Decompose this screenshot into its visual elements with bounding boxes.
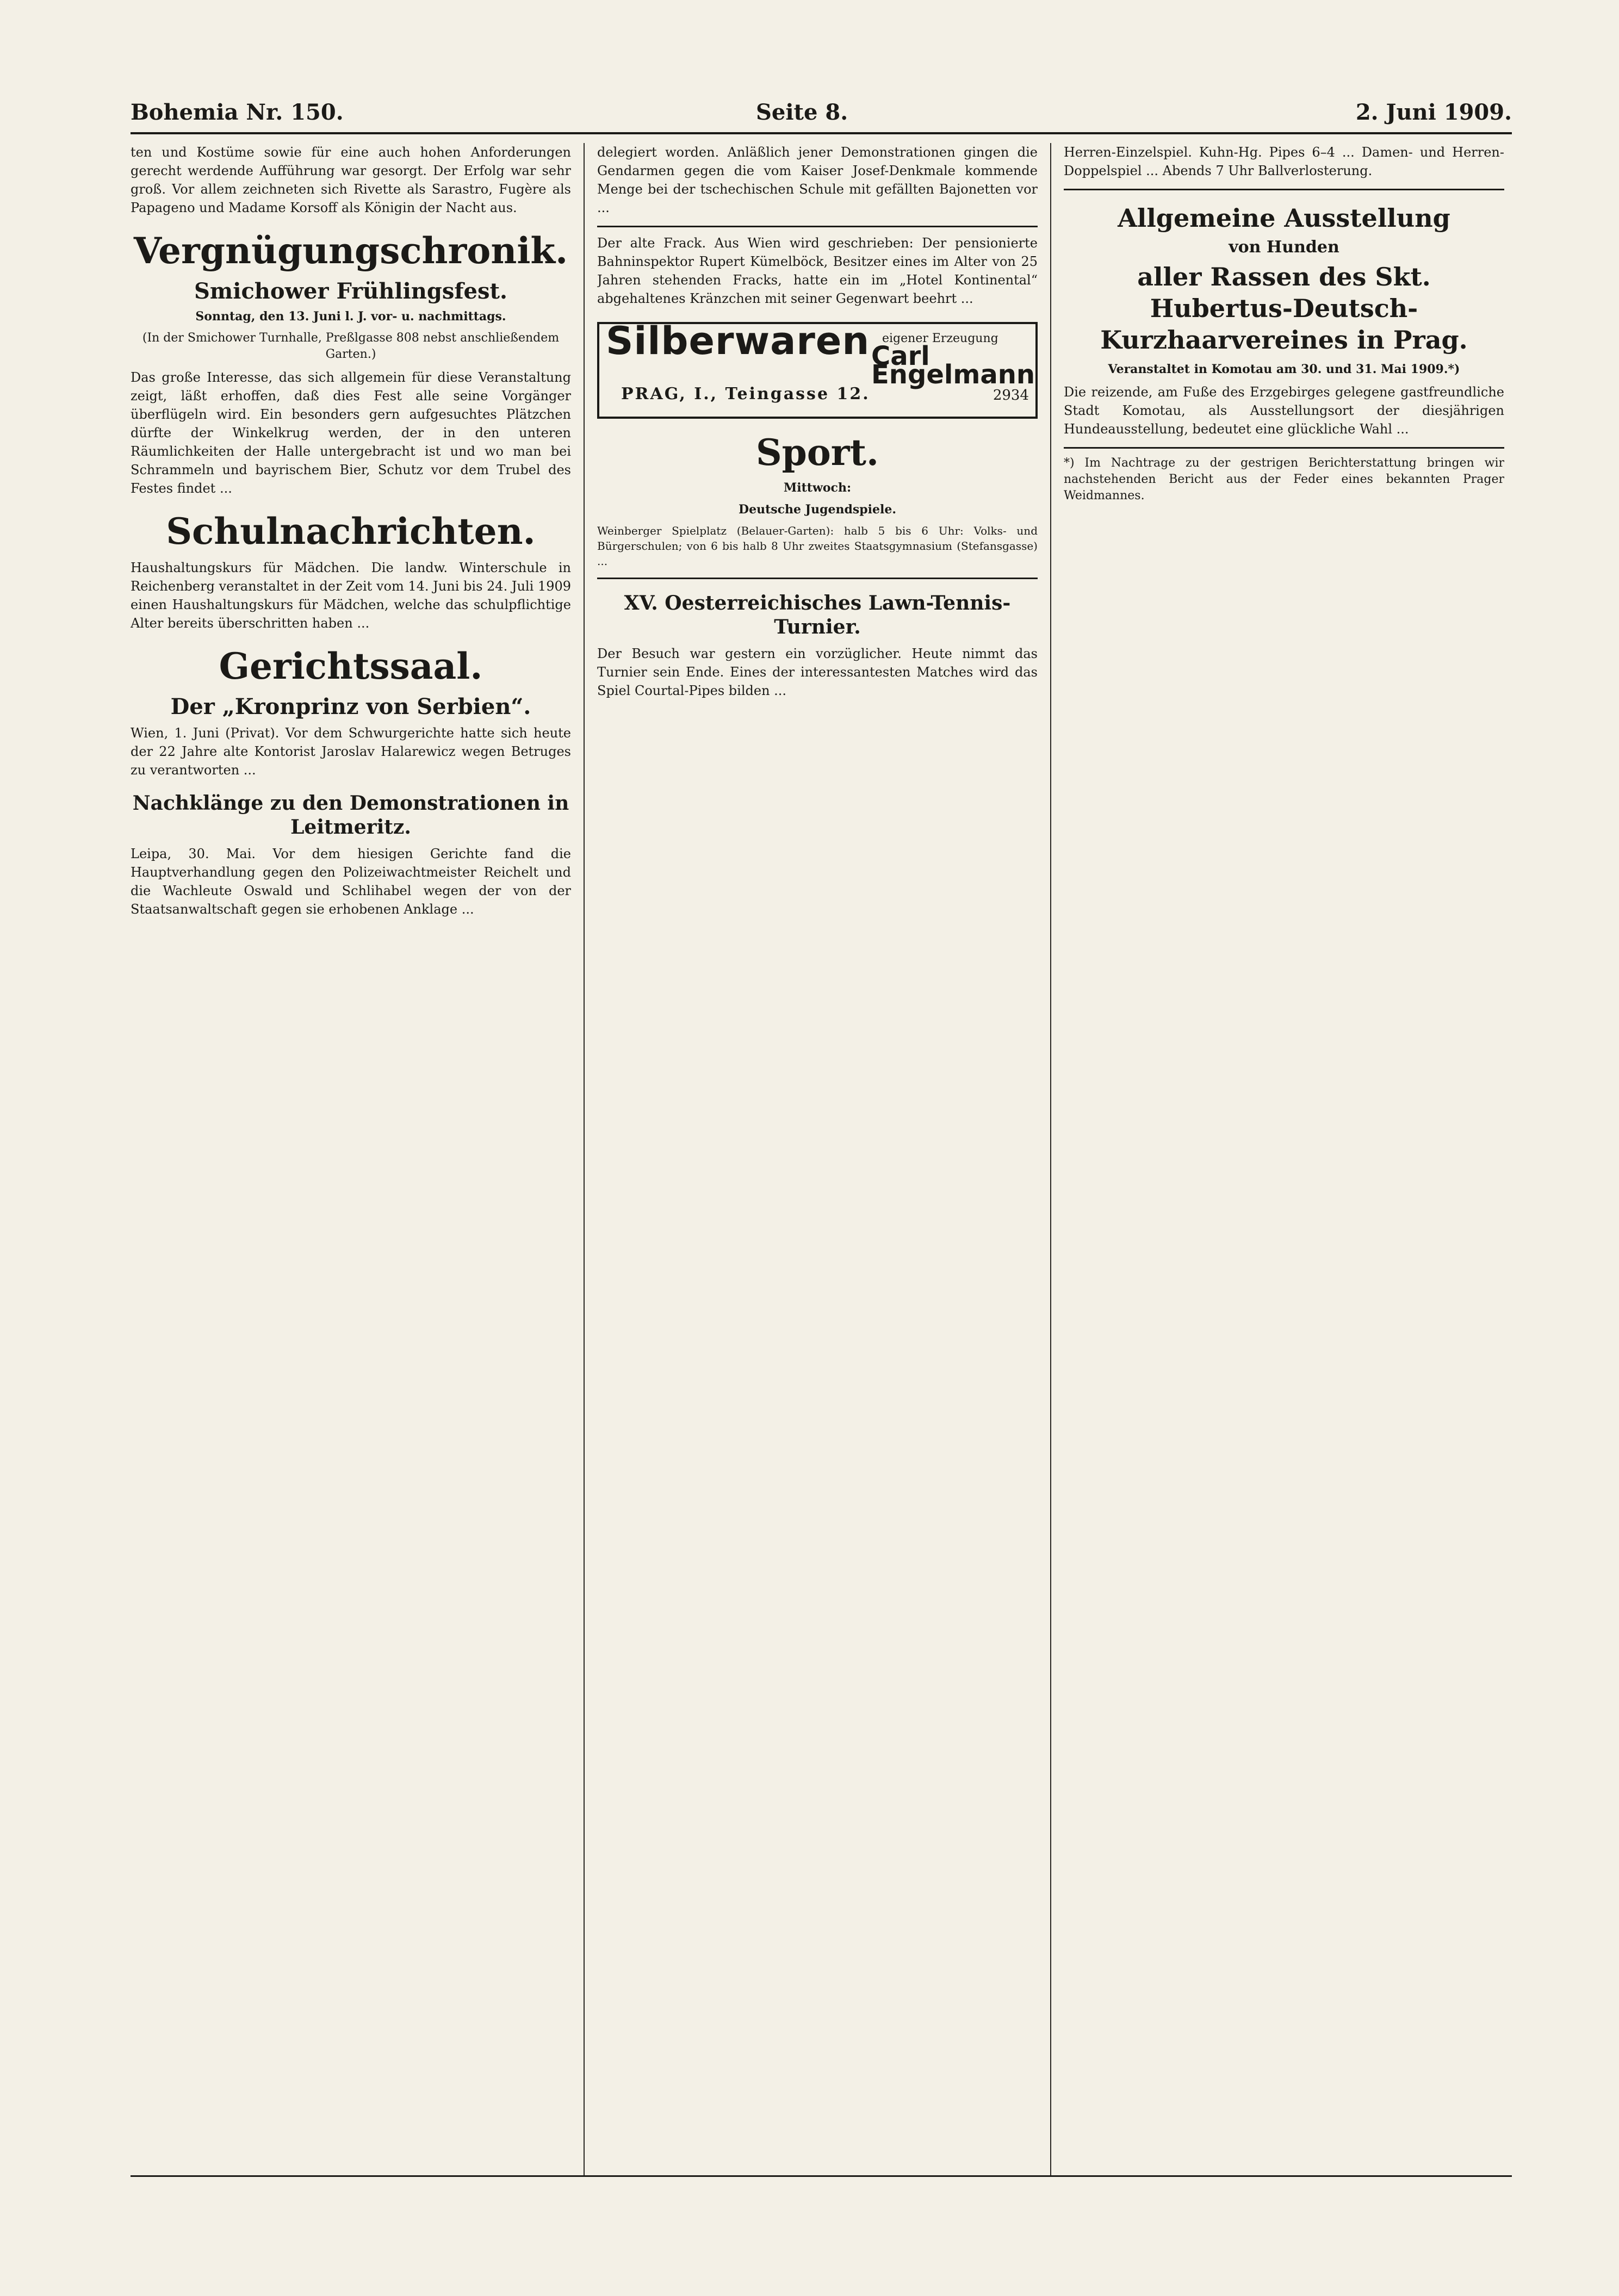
- section-title-schulnachrichten: Schulnachrichten.: [166, 510, 536, 553]
- article-title-tennis: XV. Oesterreichisches Lawn-Tennis-Turnier.: [624, 592, 1011, 638]
- event-place: (In der Smichower Turnhalle, Preßlgasse 808 nebst anschließendem Garten.): [142, 331, 560, 361]
- continued-text: ten und Kostüme sowie für eine auch hohen Anforderungen gerecht werdende Aufführung war gesorgt. Der Erfolg war sehr groß. Vor allem zeichneten sich Rivette als Sarastro, Fugère als Papageno und Madame Korsoff als Königin der Nacht aus.: [131, 145, 571, 215]
- ad-headline: Silberwaren: [606, 319, 870, 363]
- header-issue: Bohemia Nr. 150.: [131, 100, 344, 125]
- page-bottom-rule: [131, 2175, 1512, 2177]
- sport-day: Mittwoch:: [783, 481, 852, 495]
- article-title-nachklaenge: Nachklänge zu den Demonstrationen in Leitmeritz.: [132, 792, 569, 839]
- column-divider: [584, 143, 585, 2177]
- header-rule: [131, 132, 1512, 134]
- sport-schedule: Weinberger Spielplatz (Belauer-Garten): halb 5 bis 6 Uhr: Volks- und Bürgerschulen; von 6 bis halb 8 Uhr zweites Staatsgymnasium (Stefansgasse) ...: [597, 524, 1038, 568]
- article-subtitle-2: aller Rassen des Skt. Hubertus-Deutsch-Kurzhaarvereines in Prag.: [1100, 262, 1468, 355]
- article-subtitle: von Hunden: [1229, 238, 1339, 257]
- article-date: Veranstaltet in Komotau am 30. und 31. Mai 1909.*): [1108, 362, 1460, 376]
- continued-text: Herren-Einzelspiel. Kuhn-Hg. Pipes 6–4 ... Damen- und Herren-Doppelspiel ... Abends 7 Uhr Ballverlosterung.: [1064, 145, 1504, 178]
- ad-number: 2934: [993, 387, 1029, 404]
- page-header: [131, 95, 1512, 128]
- footnote-rule: [1064, 447, 1504, 449]
- ad-subline: eigener Erzeugung: [882, 332, 998, 345]
- ad-address: PRAG, I., Teingasse 12.: [621, 384, 870, 404]
- column-divider: [1050, 143, 1051, 2177]
- article-body: Haushaltungskurs für Mädchen. Die landw. Winterschule in Reichenberg veranstaltet in der Zeit vom 14. Juni bis 24. Juli 1909 einen Haushaltungskurs für Mädchen, welche das schulpflichtige Alter bereits überschritten haben ...: [131, 560, 571, 631]
- article-body: Der Besuch war gestern ein vorzüglicher. Heute nimmt das Turnier sein Ende. Eines der interessantesten Matches wird das Spiel Courtal-Pipes bilden ...: [597, 646, 1038, 698]
- newspaper-page: [131, 95, 1512, 2189]
- header-page-number: Seite 8.: [756, 100, 848, 125]
- section-title-vergnuegungschronik: Vergnügungschronik.: [133, 229, 568, 272]
- ad-company: Carl Engelmann: [871, 341, 1035, 390]
- article-body: Leipa, 30. Mai. Vor dem hiesigen Gerichte fand die Hauptverhandlung gegen den Polizeiwachtmeister Reichelt und die Wachleute Oswald und Schlihabel wegen der von der Staatsanwaltschaft gegen sie erhobenen Anklage ...: [131, 846, 571, 917]
- event-date: Sonntag, den 13. Juni l. J. vor- u. nachmittags.: [195, 309, 506, 324]
- column-1: [131, 143, 571, 2177]
- column-2: [597, 143, 1038, 2177]
- sport-subtitle: Deutsche Jugendspiele.: [739, 502, 896, 517]
- article-body: Der alte Frack. Aus Wien wird geschrieben: Der pensionierte Bahninspektor Rupert Kümelböck, Besitzer eines im Alter von 25 Jahren stehenden Fracks, hatte ein im „Hotel Kontinental“ abgehaltenes Kränzchen mit seiner Gegenwart beehrt ...: [597, 235, 1038, 306]
- section-title-sport: Sport.: [755, 431, 879, 474]
- footnote: *) Im Nachtrage zu der gestrigen Berichterstattung bringen wir nachstehenden Bericht aus der Feder eines bekannten Prager Weidmannes.: [1064, 456, 1504, 502]
- continued-text: delegiert worden. Anläßlich jener Demonstrationen gingen die Gendarmen gegen die vom Kaiser Josef-Denkmale kommende Menge bei der tschechischen Schule mit gefällten Bajonetten vor ...: [597, 145, 1038, 215]
- article-title-kronprinz: Der „Kronprinz von Serbien“.: [170, 694, 531, 719]
- section-title-gerichtssaal: Gerichtssaal.: [219, 645, 483, 687]
- article-title-fruehlingsfest: Smichower Frühlingsfest.: [194, 278, 507, 304]
- column-3: [1064, 143, 1504, 2177]
- article-title-ausstellung: Allgemeine Ausstellung: [1118, 203, 1450, 233]
- advertisement-silberwaren: [597, 319, 1038, 419]
- header-date: 2. Juni 1909.: [1355, 100, 1512, 125]
- article-body: Das große Interesse, das sich allgemein für diese Veranstaltung zeigt, läßt erhoffen, daß dies Fest alle seine Vorgänger überflügeln wird. Ein besonders gern aufgesuchtes Plätzchen dürfte der Winkelkrug werden, der in den unteren Räumlichkeiten der Halle untergebracht ist und wo man bei Schrammeln und bayrischem Bier, Schutz vor dem Trubel des Festes findet ...: [131, 370, 571, 496]
- section-rule: [597, 578, 1038, 579]
- article-body: Wien, 1. Juni (Privat). Vor dem Schwurgerichte hatte sich heute der 22 Jahre alte Kontorist Jaroslav Halarewicz wegen Betruges zu verantworten ...: [131, 725, 571, 778]
- article-body: Die reizende, am Fuße des Erzgebirges gelegene gastfreundliche Stadt Komotau, als Ausstellungsort der diesjährigen Hundeausstellung, bedeutet eine glückliche Wahl ...: [1064, 384, 1504, 437]
- section-rule: [597, 226, 1038, 227]
- section-rule: [1064, 189, 1504, 190]
